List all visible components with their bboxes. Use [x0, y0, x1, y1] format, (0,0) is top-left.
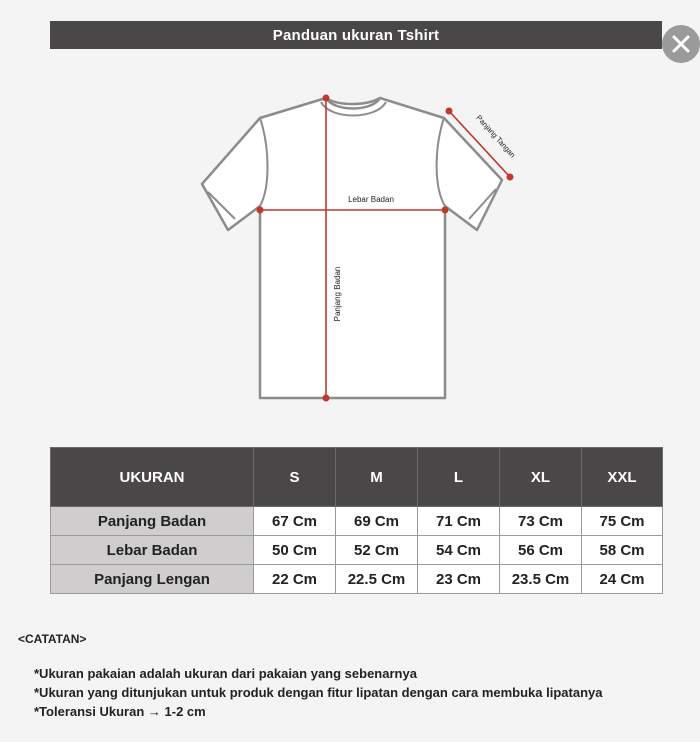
table-cell: 58 Cm: [582, 536, 663, 565]
measure-point: [323, 395, 330, 402]
notes-heading: <CATATAN>: [18, 632, 87, 646]
measure-point: [323, 95, 330, 102]
measure-point: [257, 207, 264, 214]
header-size-xxl: XXL: [582, 448, 663, 507]
close-button[interactable]: [662, 25, 700, 63]
header-size-l: L: [418, 448, 500, 507]
table-cell: 24 Cm: [582, 565, 663, 594]
notes-list: [34, 664, 602, 721]
table-row: [51, 565, 663, 594]
table-cell: 52 Cm: [336, 536, 418, 565]
table-cell: 54 Cm: [418, 536, 500, 565]
table-cell: 75 Cm: [582, 507, 663, 536]
table-cell: 56 Cm: [500, 536, 582, 565]
header-ukuran: UKURAN: [51, 448, 254, 507]
table-cell: 22 Cm: [254, 565, 336, 594]
note-line: *Ukuran pakaian adalah ukuran dari pakaian yang sebenarnya: [34, 666, 417, 681]
shirt-outline: [202, 98, 502, 398]
table-row: [51, 536, 663, 565]
note-line: *Toleransi Ukuran → 1-2 cm: [34, 704, 206, 719]
table-row: [51, 507, 663, 536]
row-label: Panjang Lengan: [51, 565, 254, 594]
header-size-s: S: [254, 448, 336, 507]
measure-point: [507, 174, 514, 181]
panjang-tangan-label: Panjang Tangan: [474, 113, 518, 160]
measure-point: [446, 108, 453, 115]
note-line: *Ukuran yang ditunjukan untuk produk dengan fitur lipatan dengan cara membuka lipatanya: [34, 685, 603, 700]
table-cell: 23 Cm: [418, 565, 500, 594]
table-header-row: [51, 448, 663, 507]
table-cell: 67 Cm: [254, 507, 336, 536]
row-label: Lebar Badan: [51, 536, 254, 565]
panjang-badan-label: Panjang Badan: [333, 266, 342, 322]
table-cell: 22.5 Cm: [336, 565, 418, 594]
page-title: Panduan ukuran Tshirt: [50, 21, 662, 49]
measure-point: [442, 207, 449, 214]
table-cell: 23.5 Cm: [500, 565, 582, 594]
header-size-m: M: [336, 448, 418, 507]
table-cell: 71 Cm: [418, 507, 500, 536]
table-cell: 73 Cm: [500, 507, 582, 536]
table-cell: 69 Cm: [336, 507, 418, 536]
header-size-xl: XL: [500, 448, 582, 507]
close-icon: [662, 25, 700, 63]
tshirt-diagram: [190, 88, 530, 408]
row-label: Panjang Badan: [51, 507, 254, 536]
table-cell: 50 Cm: [254, 536, 336, 565]
size-table: [50, 447, 663, 594]
lebar-badan-label: Lebar Badan: [348, 195, 394, 204]
